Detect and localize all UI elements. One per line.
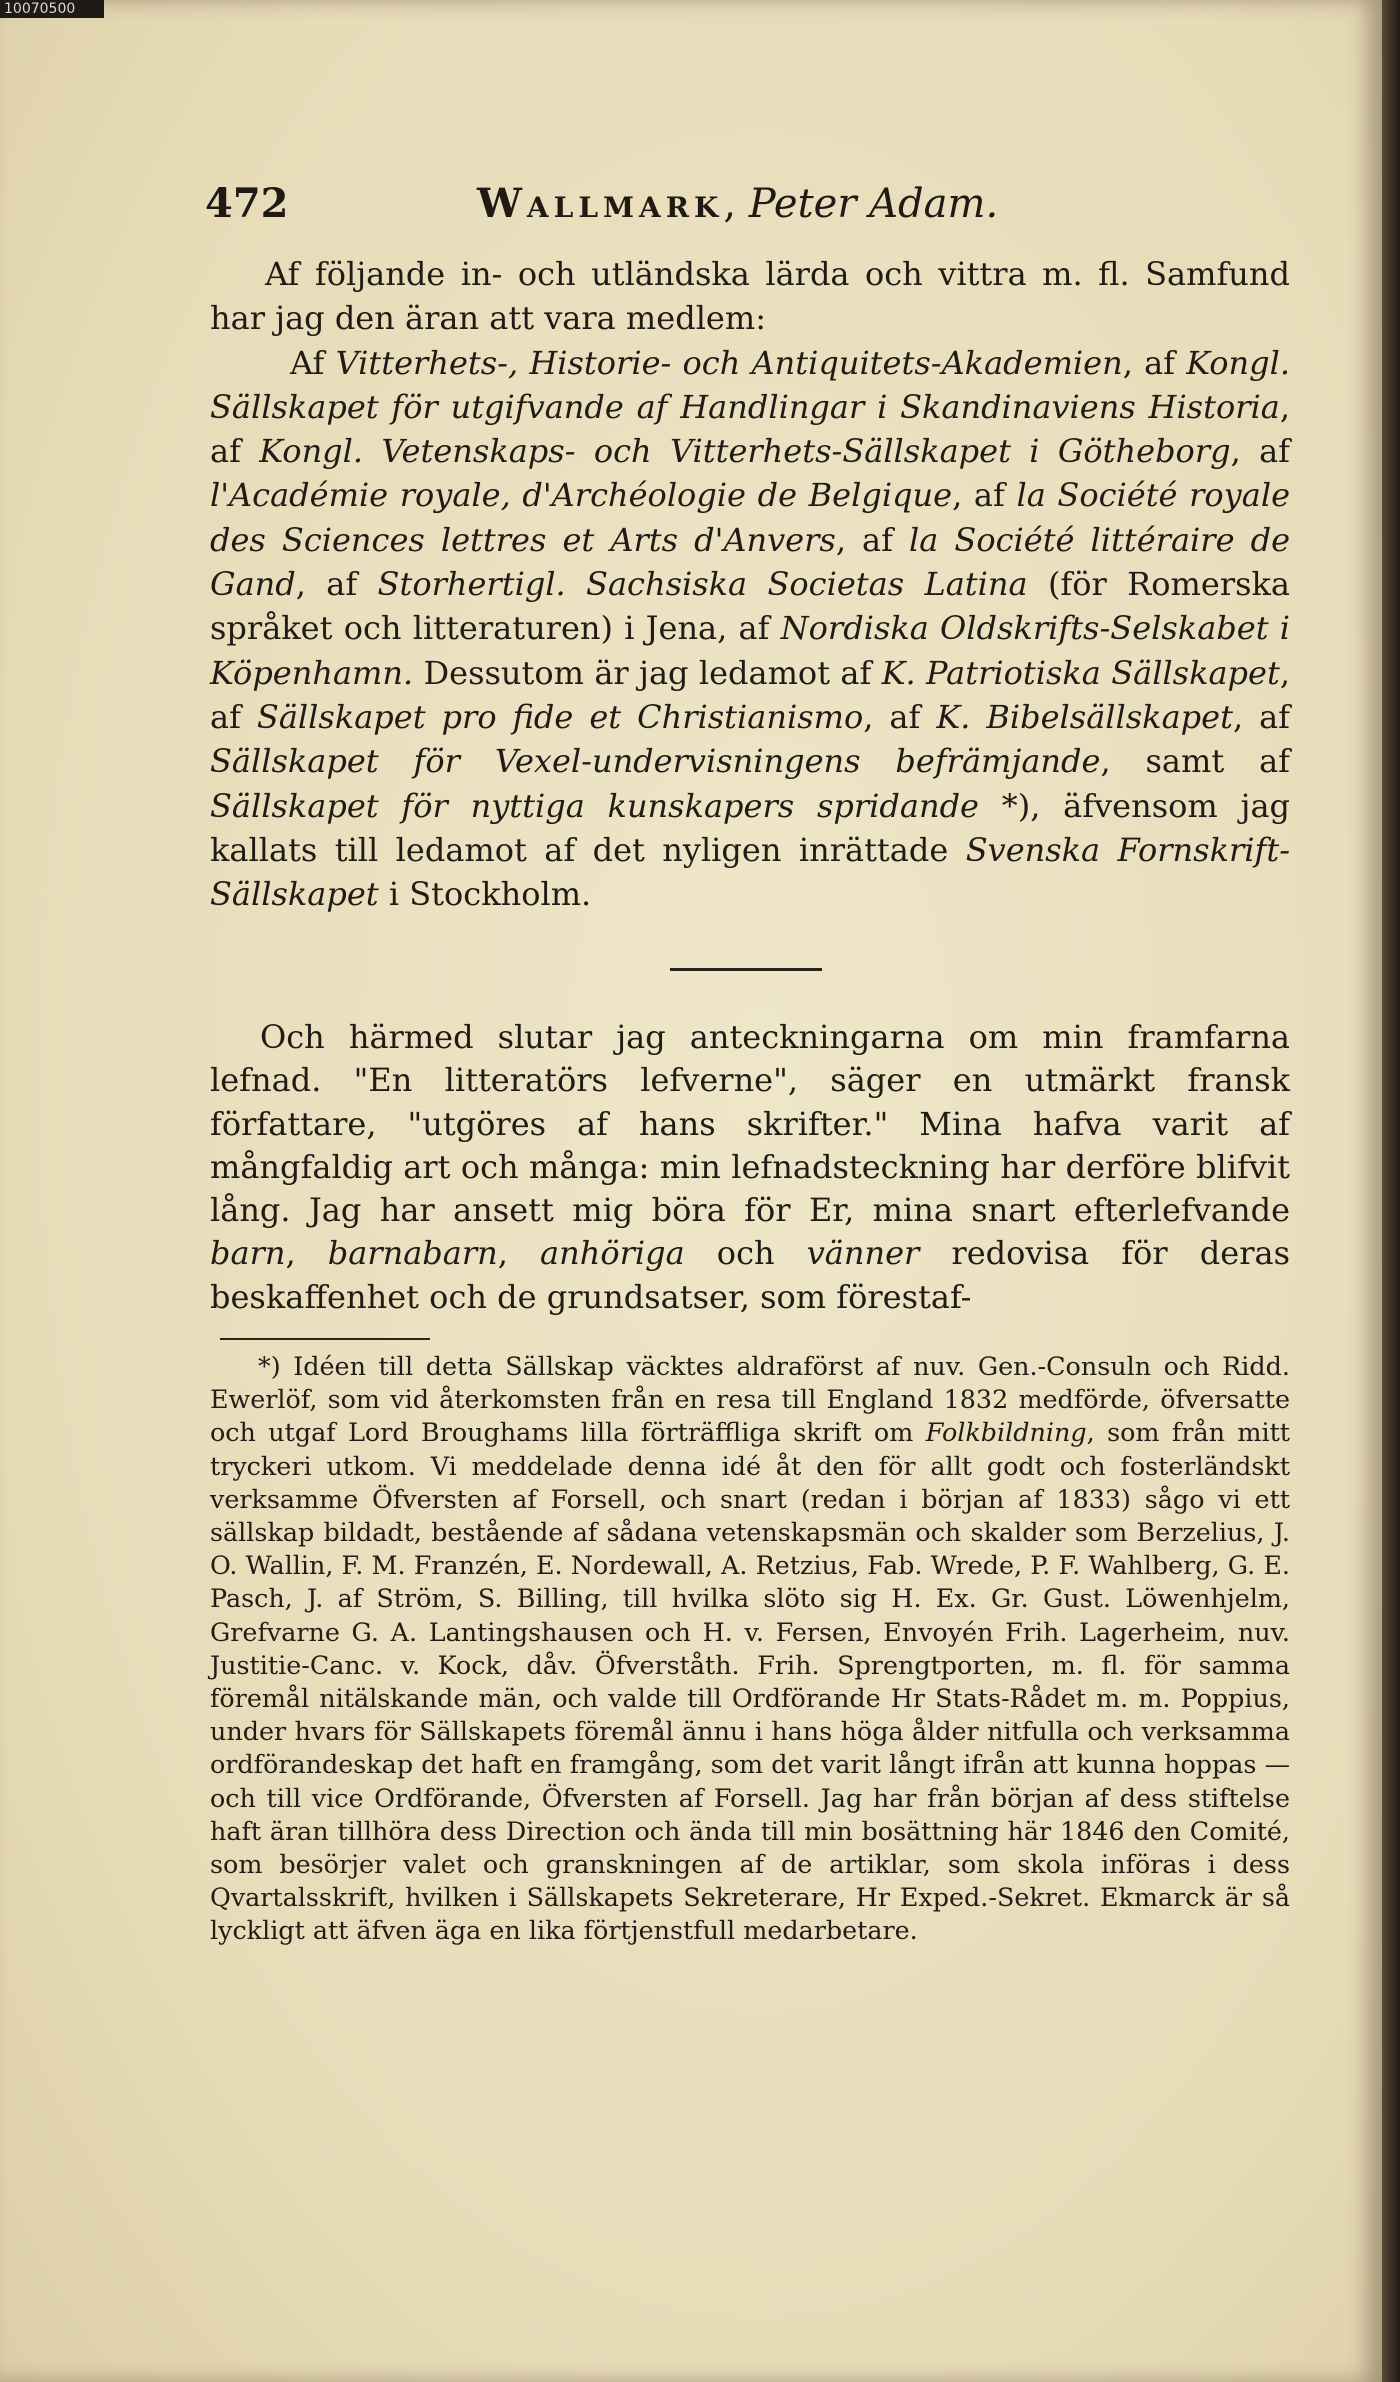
- page-number: 472: [205, 180, 289, 227]
- membership-list: Af Vitterhets-, Historie- och Antiquitets-Akademien, af Kongl. Sällskapet för utgifvande af Handlingar i Skandinaviens Historia, af Kongl. Vetenskaps- och Vitterhets-Sällskapet i Götheborg, af l'Académie royale, d'Archéologie de Belgique, af la Société royale des Sciences lettres et Arts d'Anvers, af la Société littéraire de Gand, af Storhertigl. Sachsiska Societas Latina (för Romerska språket och litteraturen) i Jena, af Nordiska Oldskrifts-Selskabet i Köpenhamn. Dessutom är jag ledamot af K. Patriotiska Sällskapet, af Sällskapet pro fide et Christianismo, af K. Bibelsällskapet, af Sällskapet för Vexel-undervisningens befrämjande, samt af Sällskapet för nyttiga kunskapers spridande *), äfvensom jag kallats till ledamot af det nyligen inrättade Svenska Fornskrift-Sällskapet i Stockholm.: [210, 343, 1291, 914]
- book-binding-edge: [1382, 0, 1400, 2382]
- membership-lead: Af följande in- och utländska lärda och vittra m. fl. Samfund har jag den äran att vara medlem:: [210, 255, 1290, 338]
- closing-paragraph: [210, 1016, 1290, 1319]
- running-head-given-names: Peter Adam.: [748, 181, 999, 227]
- closing-text: Och härmed slutar jag anteckningarna om min framfarna lefnad. "En litteratörs lefverne", säger en utmärkt fransk författare, "utgöres af hans skrifter." Mina hafva varit af mångfaldig art och många: min lefnadsteckning har derföre blifvit lång. Jag har ansett mig böra för Er, mina snart efterlefvande barn, barnabarn, anhöriga och vänner redovisa för deras beskaffenhet och de grundsatser, som förestaf-: [210, 1018, 1291, 1316]
- footnote-text: *) Idéen till detta Sällskap väcktes aldraförst af nuv. Gen.-Consuln och Ridd. Ewerlöf, som vid återkomsten från en resa till England 1832 medförde, öfversatte och utgaf Lord Broughams lilla förträffliga skrift om Folkbildning, som från mitt tryckeri utkom. Vi meddelade denna idé åt den för allt godt och fosterländskt verksamme Öfversten af Forsell, och snart (redan i början af 1833) sågo vi ett sällskap bildadt, bestående af sådana vetenskapsmän och skalder som Berzelius, J. O. Wallin, F. M. Franzén, E. Nordewall, A. Retzius, Fab. Wrede, P. F. Wahlberg, G. E. Pasch, J. af Ström, S. Billing, till hvilka slöto sig H. Ex. Gr. Gust. Löwenhjelm, Grefvarne G. A. Lantingshausen och H. v. Fersen, Envoyén Frih. Lagerheim, nuv. Justitie-Canc. v. Kock, dåv. Öfverståth. Frih. Sprengtporten, m. fl. för samma föremål nitälskande män, och valde till Ordförande Hr Stats-Rådet m. m. Poppius, under hvars för Sällskapets föremål ännu i hans höga ålder nitfulla och verksamma ordförandeskap det haft en framgång, som det varit långt ifrån att kunna hoppas — och till vice Ordförande, Öfversten af Forsell. Jag har från början af dess stiftelse haft äran tillhöra dess Direction och ända till min bosättning här 1846 den Comité, som besörjer valet och granskningen af de artiklar, som skola införas i dess Qvartalsskrift, hvilken i Sällskapets Sekreterare, Hr Exped.-Sekret. Ekmarck är så lyckligt att äfven äga en lika förtjenstfull medarbetare.: [210, 1351, 1290, 1946]
- footnote-rule: [220, 1338, 430, 1340]
- running-head-surname: Wallmark: [477, 180, 724, 227]
- running-head: Wallmark, Peter Adam.: [477, 180, 999, 227]
- footnote: [210, 1350, 1290, 1948]
- page-header: [205, 180, 1305, 240]
- scan-label: 10070500: [0, 0, 104, 18]
- section-divider: [670, 968, 822, 971]
- membership-paragraph: [210, 252, 1290, 916]
